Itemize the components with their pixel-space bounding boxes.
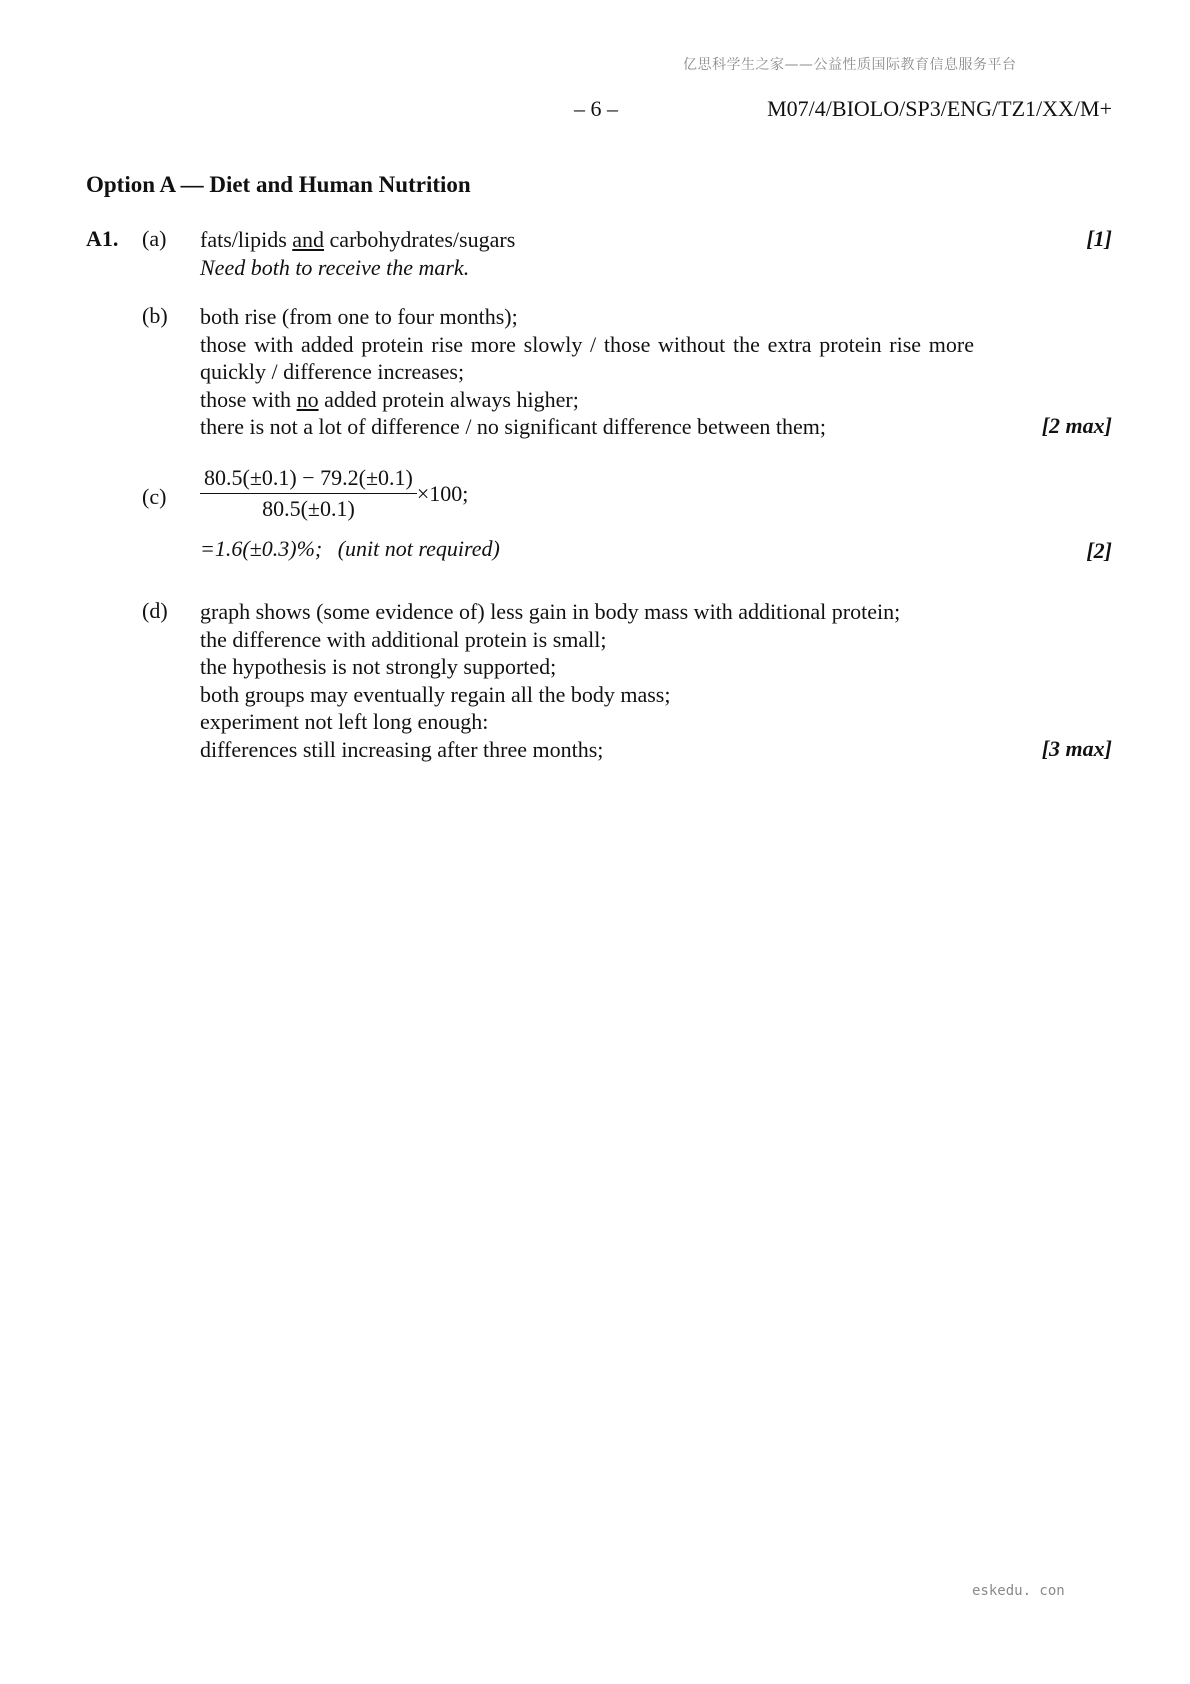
part-a-answer: [200, 226, 1012, 281]
part-b-line1: both rise (from one to four months);: [200, 304, 518, 329]
part-b-text-post: added protein always higher;: [318, 386, 579, 412]
part-a-label: (a): [142, 226, 167, 251]
part-d-line: the hypothesis is not strongly supported;: [200, 654, 557, 679]
part-b-underlined: no: [296, 386, 319, 412]
part-c-result-note: (unit not required): [337, 536, 500, 561]
part-a-marks: [1]: [1086, 226, 1112, 251]
part-d-label: (d): [142, 598, 168, 623]
part-c-marks: [2]: [1086, 538, 1112, 563]
part-b-line3: [200, 386, 974, 414]
section-title: Option A — Diet and Human Nutrition: [86, 172, 471, 197]
part-a-text-post: carbohydrates/sugars: [324, 227, 516, 252]
part-d-line: experiment not left long enough:: [200, 709, 489, 734]
part-b-answer: [200, 303, 974, 441]
part-d-answer: [200, 598, 1012, 763]
part-c-result-value: =1.6(±0.3)%;: [200, 536, 323, 561]
part-d-line: the difference with additional protein is small;: [200, 626, 607, 652]
part-c-calculation: [200, 465, 468, 522]
part-c-result: [200, 536, 500, 562]
document-code: M07/4/BIOLO/SP3/ENG/TZ1/XX/M+: [767, 96, 1112, 121]
part-a-line1: [200, 226, 1012, 254]
question-number: A1.: [86, 226, 119, 251]
fraction-denominator: 80.5(±0.1): [262, 496, 355, 521]
part-d-line: graph shows (some evidence of) less gain in body mass with additional protein;: [200, 599, 901, 624]
part-a-underlined: and: [292, 227, 325, 252]
page-number: – 6 –: [574, 96, 618, 121]
part-d-line: differences still increasing after three months;: [200, 736, 604, 762]
fraction-numerator: 80.5(±0.1) − 79.2(±0.1): [200, 465, 417, 494]
part-b-line2: those with added protein rise more slowly / those without the extra protein rise more quickly / difference increases;: [200, 331, 974, 384]
part-d-line: both groups may eventually regain all the body mass;: [200, 681, 671, 707]
part-b-marks: [2 max]: [1041, 413, 1112, 438]
part-d-marks: [3 max]: [1041, 736, 1112, 761]
fraction-multiplier: ×100;: [416, 480, 469, 506]
watermark-top: 亿思科学生之家——公益性质国际教育信息服务平台: [683, 57, 1017, 73]
part-a-text-pre: fats/lipids: [200, 227, 293, 252]
part-a-note: Need both to receive the mark.: [200, 254, 470, 280]
part-b-text-pre: those with: [200, 386, 297, 412]
part-c-label: (c): [142, 484, 167, 509]
part-b-label: (b): [142, 303, 168, 328]
watermark-bottom: eskedu. con: [972, 1583, 1065, 1599]
part-b-line4: there is not a lot of difference / no significant difference between them;: [200, 414, 826, 439]
percentage-fraction: [200, 465, 417, 522]
